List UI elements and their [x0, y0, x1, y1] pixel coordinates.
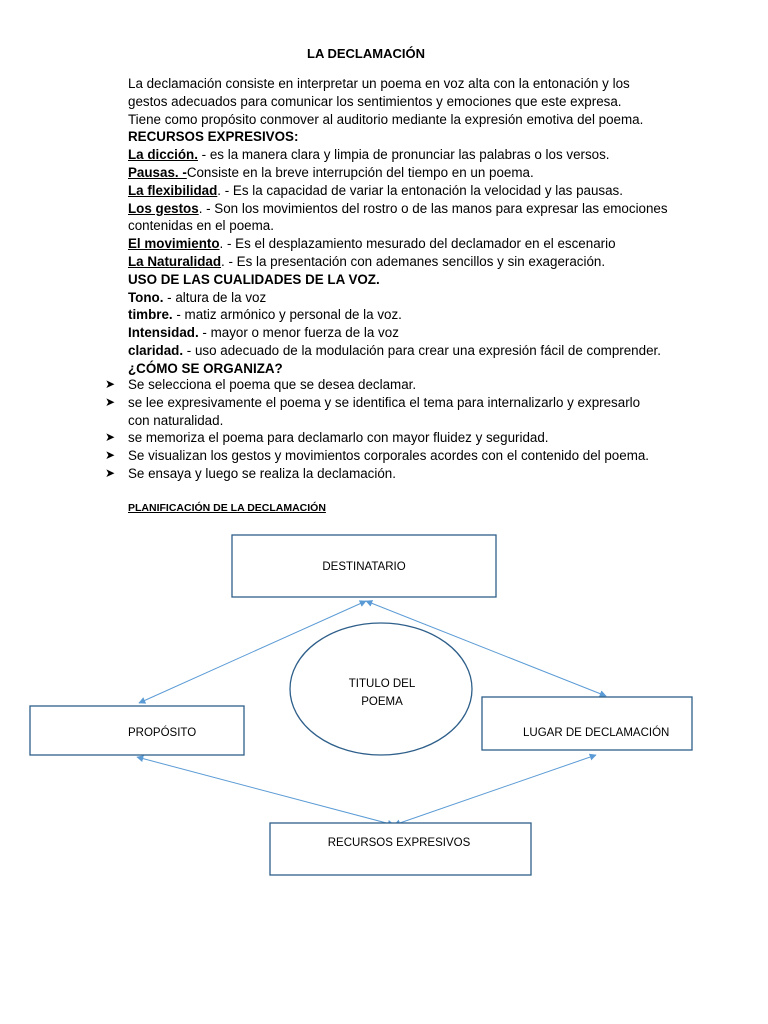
arrowhead-bullet-icon: ➤: [105, 430, 116, 445]
recurso-term: La Naturalidad: [128, 253, 222, 269]
step-text: Se selecciona el poema que se desea declamar.: [128, 377, 417, 392]
recurso-text: . - Son los movimientos del rostro o de las manos para expresar las emociones: [198, 200, 668, 216]
recurso-term: Los gestos: [128, 200, 199, 216]
step-text: se memoriza el poema para declamarlo con mayor fluidez y seguridad.: [128, 430, 549, 446]
recurso-text: . - Es la presentación con ademanes sencillos y sin exageración.: [221, 253, 606, 269]
voz-term: timbre.: [128, 307, 173, 323]
recursos-box: [270, 823, 531, 875]
page-title: LA DECLAMACIÓN: [307, 46, 425, 61]
step-text: Se visualizan los gestos y movimientos corporales acordes con el contenido del poema.: [128, 448, 650, 464]
planificacion-heading: PLANIFICACIÓN DE LA DECLAMACIÓN: [128, 502, 326, 514]
arrowhead-bullet-icon: ➤: [105, 448, 116, 463]
voz-text: - matiz armónico y personal de la voz.: [172, 307, 402, 323]
recurso-text: - es la manera clara y limpia de pronunciar las palabras o los versos.: [197, 147, 610, 163]
recurso-continuation: contenidas en el poema.: [128, 218, 274, 234]
recurso-term: El movimiento: [128, 236, 220, 252]
voz-text: - mayor o menor fuerza de la voz: [198, 325, 399, 341]
intro-line: Tiene como propósito conmover al auditorio mediante la expresión emotiva del poema.: [128, 111, 644, 127]
step-text: con naturalidad.: [128, 412, 224, 428]
step-text: Se ensaya y luego se realiza la declamación.: [128, 465, 396, 481]
recurso-term: Pausas. -: [128, 164, 187, 180]
arrowhead-bullet-icon: ➤: [105, 465, 116, 480]
recurso-term: La flexibilidad: [128, 182, 218, 198]
titulo-label: POEMA: [361, 696, 403, 708]
organiza-heading: ¿CÓMO SE ORGANIZA?: [128, 360, 283, 376]
arrow-proposito-recursos: [137, 757, 394, 825]
step-text: se lee expresivamente el poema y se identifica el tema para internalizarlo y expresarlo: [128, 394, 641, 410]
recurso-text: . - Es la capacidad de variar la entonación la velocidad y las pausas.: [217, 182, 623, 198]
voz-text: - altura de la voz: [163, 289, 267, 305]
recurso-term: La dicción.: [128, 147, 198, 163]
voz-term: Intensidad.: [128, 325, 199, 341]
arrowhead-bullet-icon: ➤: [105, 377, 116, 391]
recurso-text: . - Es el desplazamiento mesurado del declamador en el escenario: [219, 236, 616, 252]
proposito-label: PROPÓSITO: [128, 727, 197, 739]
voz-term: claridad.: [128, 342, 184, 358]
intro-line: La declamación consiste en interpretar un poema en voz alta con la entonación y los: [128, 76, 630, 91]
destinatario-label: DESTINATARIO: [322, 561, 406, 573]
intro-line: gestos adecuados para comunicar los sentimientos y emociones que este expresa.: [128, 93, 622, 109]
lugar-label: LUGAR DE DECLAMACIÓN: [523, 727, 670, 739]
arrow-lugar-recursos: [394, 755, 596, 825]
recurso-text: Consiste en la breve interrupción del tiempo en un poema.: [186, 164, 534, 180]
voz-text: - uso adecuado de la modulación para crear una expresión fácil de comprender.: [183, 342, 661, 358]
titulo-label: TITULO DEL: [348, 678, 416, 690]
recursos-label: RECURSOS EXPRESIVOS: [327, 837, 471, 849]
arrowhead-bullet-icon: ➤: [105, 394, 116, 409]
recursos-heading: RECURSOS EXPRESIVOS:: [128, 129, 299, 145]
voz-term: Tono.: [128, 289, 164, 305]
voz-heading: USO DE LAS CUALIDADES DE LA VOZ.: [128, 271, 380, 287]
lugar-box: [482, 697, 692, 750]
